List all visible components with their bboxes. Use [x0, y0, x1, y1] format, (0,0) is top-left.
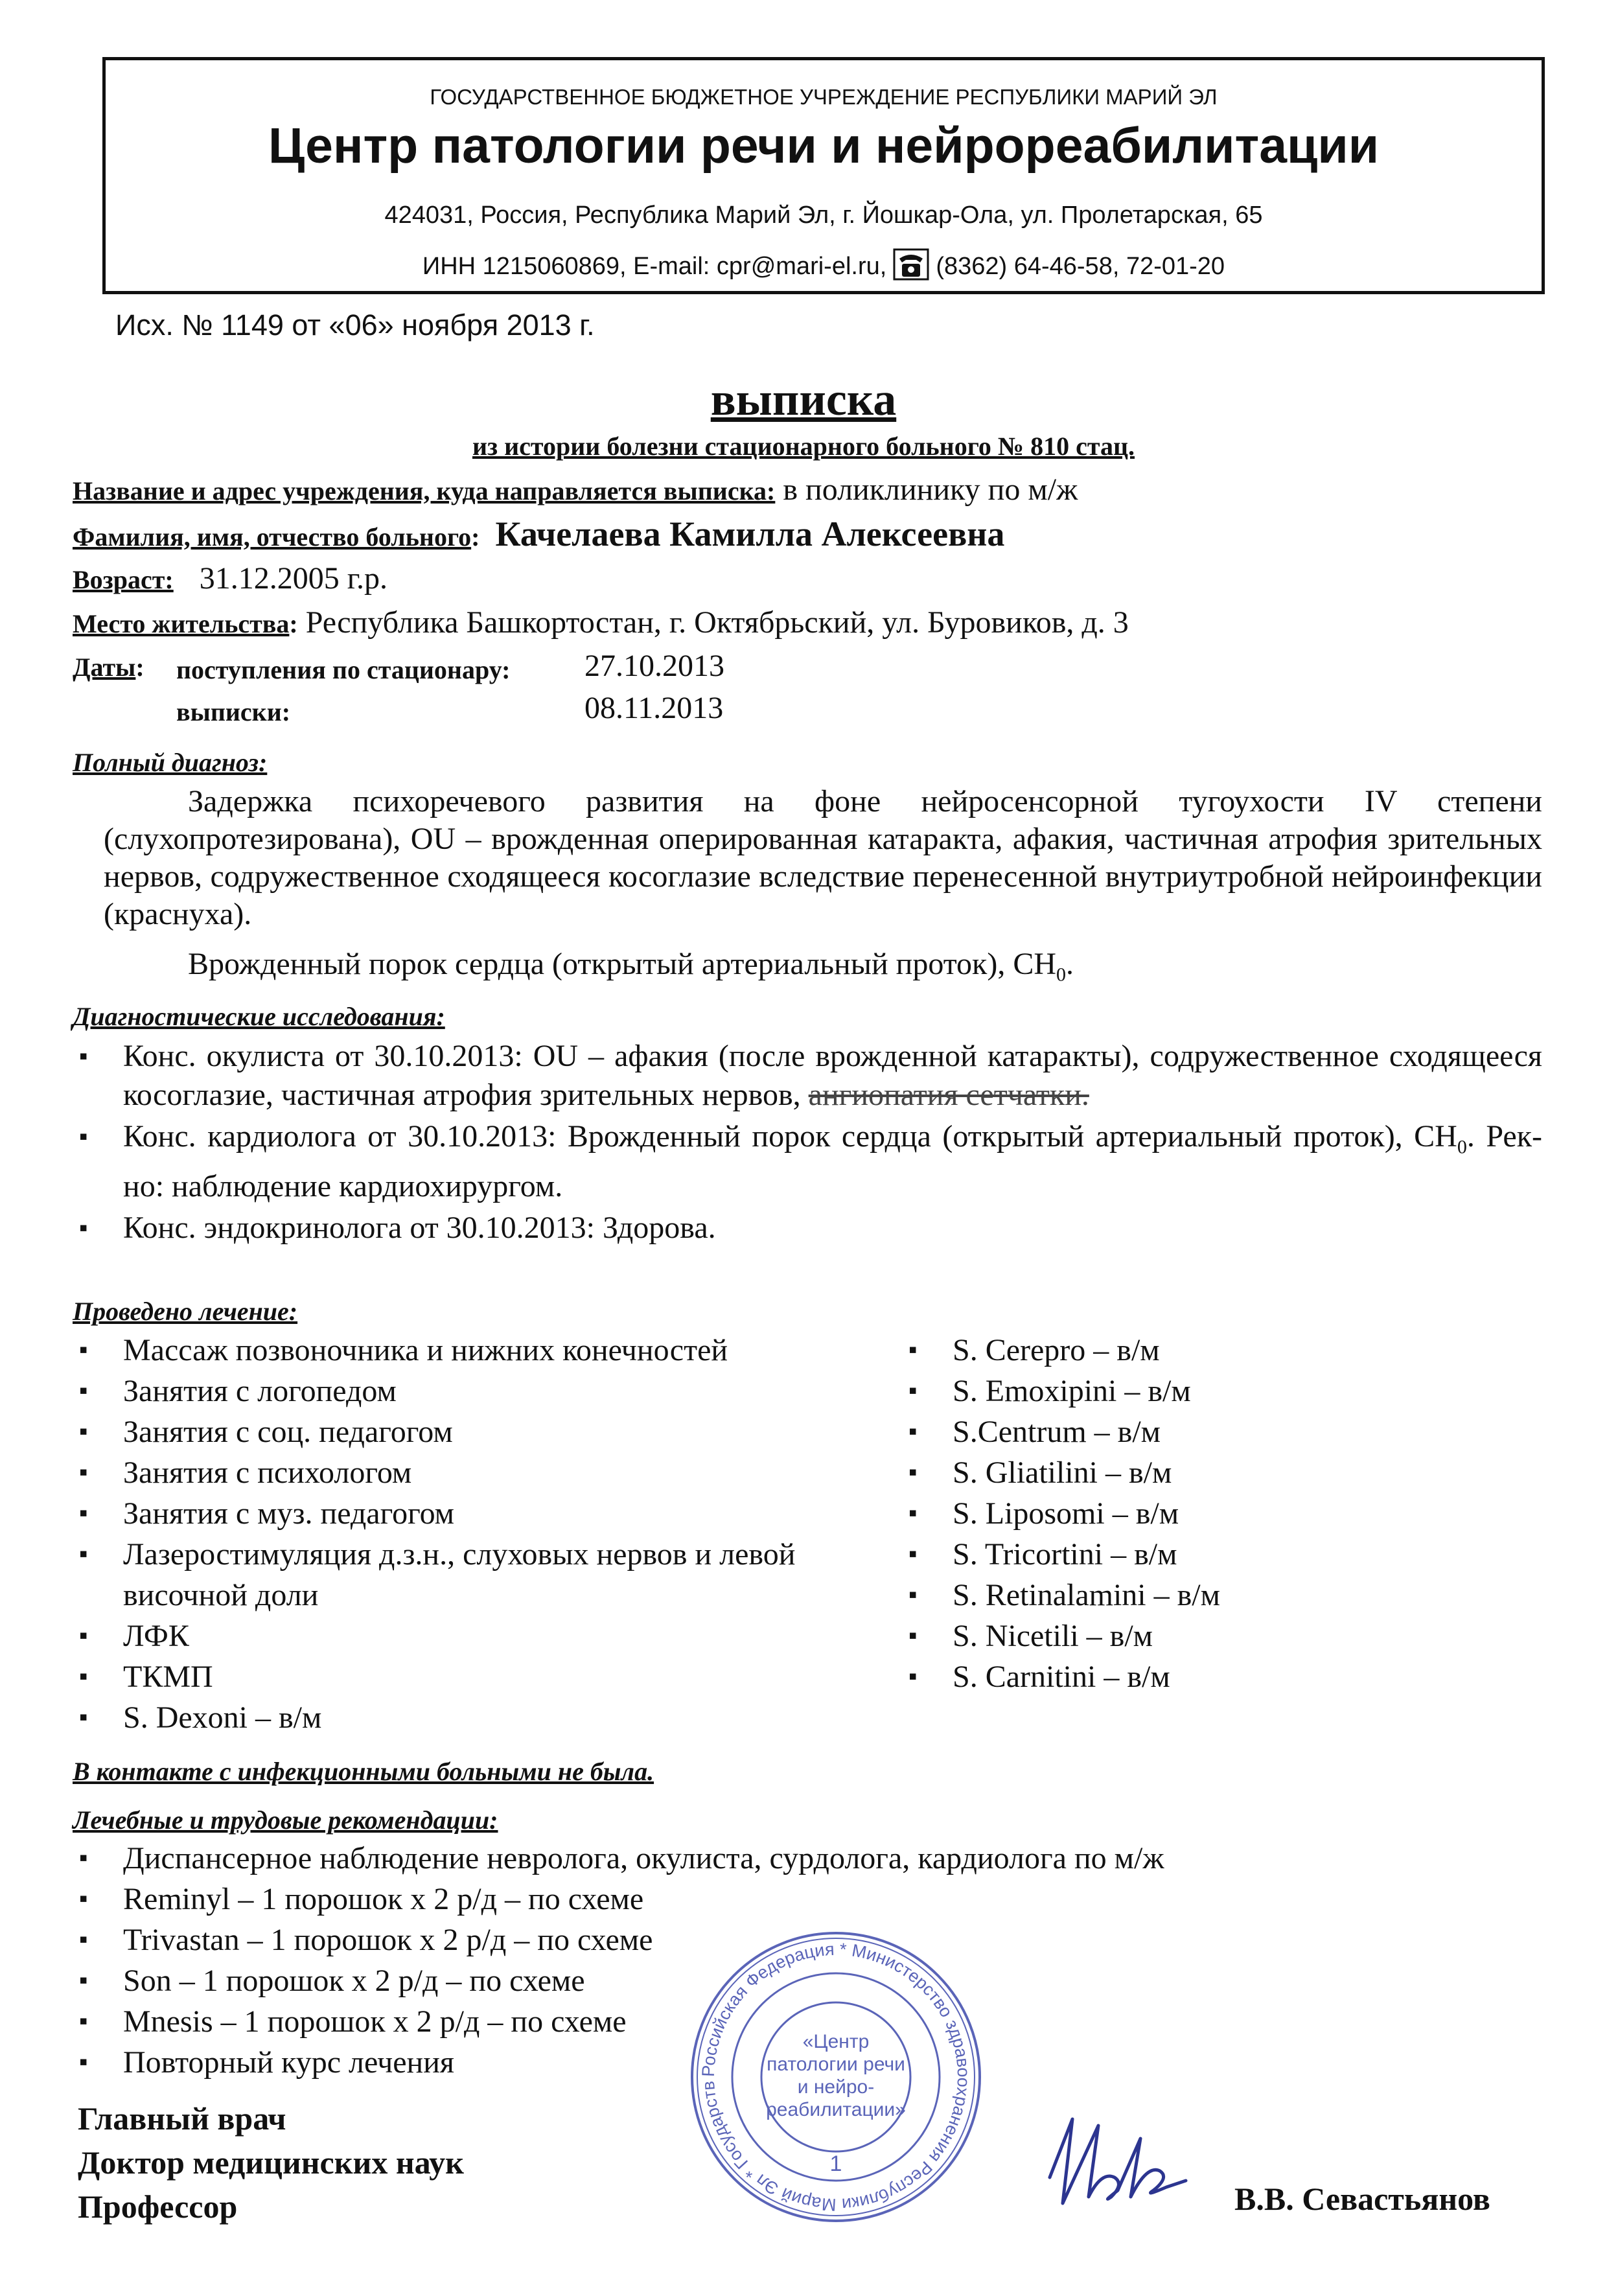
list-item: ▪ S. Emoxipini – в/м	[902, 1371, 1485, 1411]
list-item: ▪ S. Gliatilini – в/м	[902, 1452, 1485, 1493]
patient-name-row: Фамилия, имя, отчество больного: Качелаева Камилла Алексеевна	[73, 515, 1005, 553]
recommendations-heading: Лечебные и трудовые рекомендации:	[73, 1805, 498, 1835]
list-item: ▪ S. Retinalamini – в/м	[902, 1575, 1485, 1616]
inn-email: ИНН 1215060869, E-mail: cpr@mari-el.ru,	[422, 253, 887, 281]
institution-row	[73, 472, 1078, 507]
list-item: ▪ Конс. окулиста от 30.10.2013: OU – афакия (после врожденной катаракты), содружественное сходящееся косоглазие, частичная атрофия зрительных нервов, ангиопатия сетчатки.	[73, 1037, 1542, 1115]
list-item: ▪ Son – 1 порошок х 2 р/д – по схеме	[73, 1960, 1498, 2001]
treatment-heading: Проведено лечение:	[73, 1297, 298, 1326]
document-title: выписка	[710, 373, 897, 425]
age-value: 31.12.2005 г.р.	[199, 561, 388, 596]
dates-row: Даты: поступления по стационару: 27.10.2013	[73, 649, 724, 684]
stamp-number: 1	[829, 2151, 842, 2176]
official-stamp	[687, 1928, 985, 2229]
residence-row: Место жительства: Республика Башкортостан, г. Октябрьский, ул. Буровиков, д. 3	[73, 605, 1129, 640]
list-item: ▪ Занятия с соц. педагогом	[73, 1411, 850, 1452]
letterhead	[102, 57, 1545, 294]
list-item: ▪ Reminyl – 1 порошок х 2 р/д – по схеме	[73, 1879, 1498, 1919]
list-item: ▪ S. Liposomi – в/м	[902, 1493, 1485, 1534]
list-item: ▪ Trivastan – 1 порошок х 2 р/д – по схеме	[73, 1919, 1498, 1960]
diagnosis-heading: Полный диагноз:	[73, 748, 268, 777]
institution-type: ГОСУДАРСТВЕННОЕ БЮДЖЕТНОЕ УЧРЕЖДЕНИЕ РЕСПУБЛИКИ МАРИЙ ЭЛ	[430, 85, 1218, 109]
patient-name-value: Качелаева Камилла Алексеевна	[495, 515, 1005, 553]
patient-name-label: Фамилия, имя, отчество больного	[73, 522, 472, 551]
organization-name: Центр патологии речи и нейрореабилитации	[268, 118, 1380, 174]
contact-note: В контакте с инфекционными больными не была.	[73, 1757, 654, 1786]
dates-label: Даты	[73, 653, 136, 682]
list-item: ▪ Диспансерное наблюдение невролога, окулиста, сурдолога, кардиолога по м/ж	[73, 1838, 1498, 1879]
document-subtitle: из истории болезни стационарного больного № 810 стац.	[472, 432, 1135, 461]
signer-degree: Доктор медицинских наук	[78, 2144, 464, 2181]
list-item: ▪ ТКМП	[73, 1656, 850, 1697]
residence-label: Место жительства	[73, 609, 290, 638]
list-item: ▪ S. Tricortini – в/м	[902, 1534, 1485, 1575]
outgoing-number: Исх. № 1149 от «06» ноября 2013 г.	[115, 308, 595, 342]
list-item: ▪ S. Dexoni – в/м	[73, 1697, 850, 1738]
list-item: ▪ S. Cerepro – в/м	[902, 1330, 1485, 1371]
list-item: ▪ Занятия с муз. педагогом	[73, 1493, 850, 1534]
list-item: ▪ Конс. кардиолога от 30.10.2013: Врожденный порок сердца (открытый артериальный проток), $СН_0$. Рек-но: наблюдение кардиохирургом.	[73, 1117, 1542, 1206]
discharge-label: выписки:	[176, 697, 291, 726]
discharge-value: 08.11.2013	[584, 691, 724, 725]
treatment-list-right	[902, 1330, 1485, 1697]
handwritten-signature	[1037, 2100, 1192, 2226]
age-row	[73, 561, 387, 596]
list-item: ▪ S. Nicetili – в/м	[902, 1616, 1485, 1656]
stamp-center-line4: реабилитации»	[766, 2099, 906, 2120]
telephone-icon	[893, 248, 929, 287]
list-item: ▪ ЛФК	[73, 1616, 850, 1656]
age-label: Возраст:	[73, 565, 174, 594]
signer-position: Главный врач	[78, 2100, 286, 2137]
diagnostics-list	[73, 1037, 1542, 1250]
list-item: ▪ Повторный курс лечения	[73, 2042, 1498, 2083]
organization-address: 424031, Россия, Республика Марий Эл, г. Йошкар-Ола, ул. Пролетарская, 65	[384, 202, 1263, 229]
list-item: ▪ Занятия с логопедом	[73, 1371, 850, 1411]
list-item: ▪ Массаж позвоночника и нижних конечностей	[73, 1330, 850, 1371]
list-item: ▪ Конс. эндокринолога от 30.10.2013: Здорова.	[73, 1209, 1542, 1247]
institution-value: в поликлинику по м/ж	[783, 472, 1078, 507]
stamp-center-line1: «Центр	[802, 2031, 870, 2052]
list-item: ▪ Занятия с психологом	[73, 1452, 850, 1493]
institution-label: Название и адрес учреждения, куда направляется выписка:	[73, 476, 776, 505]
admission-value: 27.10.2013	[584, 649, 724, 683]
list-item: ▪ Mnesis – 1 порошок х 2 р/д – по схеме	[73, 2001, 1498, 2042]
phone-numbers: (8362) 64-46-58, 72-01-20	[936, 253, 1225, 281]
contacts-line	[106, 248, 1542, 287]
list-item: ▪ S.Centrum – в/м	[902, 1411, 1485, 1452]
diagnosis-heart: Врожденный порок сердца (открытый артериальный проток), $СН_0$.	[188, 947, 1074, 986]
residence-value: Республика Башкортостан, г. Октябрьский, ул. Буровиков, д. 3	[305, 605, 1129, 640]
stamp-ring-text: Российская Федерация * Министерство здравоохранения Республики Марий Эл * Государств	[698, 1939, 974, 2215]
diagnostics-heading: Диагностические исследования:	[73, 1002, 445, 1031]
signer-name: В.В. Севастьянов	[1234, 2181, 1490, 2217]
signer-title: Профессор	[78, 2188, 238, 2225]
list-item: ▪ Лазеростимуляция д.з.н., слуховых нервов и левой височной доли	[73, 1534, 850, 1616]
stamp-center-line3: и нейро-	[797, 2076, 875, 2098]
treatment-list-left	[73, 1330, 850, 1738]
stamp-center-line2: патологии речи	[767, 2054, 905, 2075]
diagnosis-text: Задержка психоречевого развития на фоне нейросенсорной тугоухости IV степени (слухопротезирована), OU – врожденная оперированная катаракта, афакия, частичная атрофия зрительных нервов, содружественное сходящееся косоглазие вследствие перенесенной внутриутробной нейроинфекции (краснуха).	[104, 784, 1542, 931]
list-item: ▪ S. Carnitini – в/м	[902, 1656, 1485, 1697]
admission-label: поступления по стационару:	[176, 655, 511, 684]
